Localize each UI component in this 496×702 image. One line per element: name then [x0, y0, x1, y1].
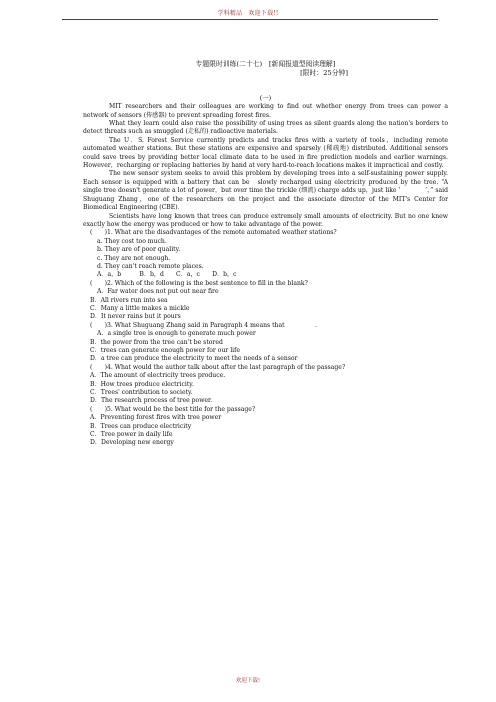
question-stem: ( )3. What Shuguang Zhang said in Paragraph 4 means that .: [90, 321, 317, 329]
page-title: 专题限时训练(二十七) [新闻报道型阅读理解]: [195, 60, 336, 68]
question-option: B．All rivers run into sea: [90, 296, 168, 304]
header-divider: [62, 19, 438, 20]
question-stem: ( )5. What would be the best title for the passage?: [90, 405, 256, 413]
paragraph: MIT researchers and their colleagues are working to find out whether energy from trees can power a network of sensors (传感器) to prevent spreading forest fires.: [83, 103, 448, 119]
question-option: D．a tree can produce the electricity to meet the needs of a sensor: [90, 355, 298, 363]
paragraph: Scientists have long known that trees can produce extremely small amounts of electricity. But no one knew exactly how the energy was produced or how to take advantage of the power.: [83, 212, 448, 228]
question-stem: ( )2. Which of the following is the best sentence to fill in the blank?: [90, 279, 308, 287]
question-option: D．The research process of tree power.: [90, 397, 213, 405]
question-option: A．Preventing forest fires with tree power: [90, 414, 222, 422]
question-option: A．The amount of electricity trees produce.: [90, 372, 226, 380]
question-option: D．Developing new energy: [90, 439, 174, 447]
question-option: A．a single tree is enough to generate much power: [97, 330, 256, 338]
paragraph: What they learn could also raise the possibility of using trees as silent guards along the nation's borders to detect threats such as smuggled (走私的) radioactive materials.: [83, 120, 448, 136]
question-choices: A．a，b B．b，d C．a，c D．b，c: [97, 271, 237, 279]
page-header: 学科精品 欢迎下载!!: [217, 10, 279, 17]
question-option: a. They cost too much.: [97, 237, 167, 245]
paragraph: The new sensor system seeks to avoid this problem by developing trees into a self-sustaining power supply. Each sensor is equipped with a battery that can be slowly recharged using electricity produced by the tree. “A single tree doesn't generate a lot of power，but over time the trickle (细流) charge adds up，just like ‘ ’，” said Shuguang Zhang，one of the researchers on the project and the associate director of the MIT's Center for Biomedical Engineering (CBE)．: [83, 170, 448, 212]
question-option: b. They are of poor quality.: [97, 246, 181, 254]
question-stem: ( )4. What would the author talk about after the last paragraph of the passage?: [90, 363, 346, 371]
section-number: (一): [259, 93, 272, 102]
document-body: [83, 60, 448, 448]
page-footer: 欢迎下载!: [235, 678, 261, 684]
question-option: C．Trees' contribution to society.: [90, 389, 193, 397]
question-option: D．It never rains but it pours: [90, 313, 181, 321]
question-option: A．Far water does not put out near fire: [97, 288, 219, 296]
paragraph: The U．S. Forest Service currently predicts and tracks fires with a variety of tools，including remote automated weather stations. But these stations are expensive and sparsely (稀疏地) distributed. Additional sensors could save trees by providing better local climate data to be used in fire prediction models and earlier warnings. However，recharging or replacing batteries by hand at very hard-to-reach locations makes it impractical and costly.: [83, 136, 448, 170]
question-option: B．the power from the tree can't be stored: [90, 338, 223, 346]
question-option: B．How trees produce electricity.: [90, 380, 194, 388]
time-limit: [限时：25分钟]: [300, 69, 348, 78]
question-option: c. They are not enough.: [97, 254, 171, 262]
question-option: C．Many a little makes a mickle: [90, 304, 190, 312]
question-option: C．Tree power in daily life: [90, 431, 173, 439]
question-stem: ( )1. What are the disadvantages of the remote automated weather stations?: [90, 229, 337, 237]
question-option: d. They can't reach remote places.: [97, 262, 204, 270]
question-option: C．trees can generate enough power for our life: [90, 347, 240, 354]
question-option: B．Trees can produce electricity: [90, 422, 192, 430]
